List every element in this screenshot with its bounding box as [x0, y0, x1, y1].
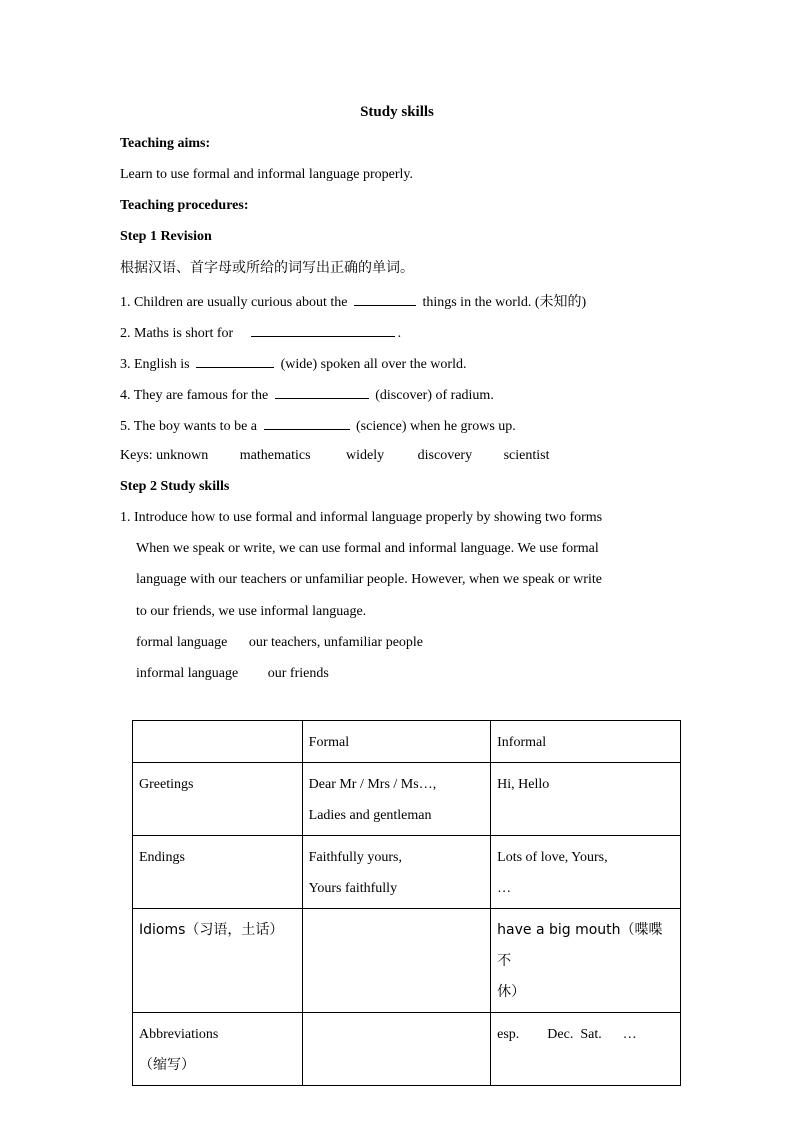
- formal-cell: [302, 763, 490, 836]
- keys-label: Keys: unknown: [120, 448, 209, 463]
- exercise-1-after: things in the world. (未知的): [422, 295, 587, 310]
- formal-language-row: [136, 634, 423, 652]
- exercise-1-blank: [354, 291, 416, 306]
- exercise-3-blank: [196, 353, 274, 368]
- cell-line: Hi, Hello: [497, 777, 550, 792]
- aims-text: Learn to use formal and informal language properly.: [120, 167, 413, 182]
- formal-cell: [302, 909, 490, 1013]
- header-cell-informal: Informal: [491, 721, 681, 763]
- informal-language-row: [136, 665, 329, 683]
- cell-line: have a big mouth（喋喋不: [497, 922, 663, 969]
- key-2: mathematics: [239, 448, 311, 463]
- exercise-2-blank: [251, 322, 395, 337]
- exercise-3: [120, 353, 466, 374]
- key-5: scientist: [503, 448, 550, 463]
- row-label: [133, 1013, 303, 1086]
- exercise-2-after: .: [397, 326, 402, 341]
- row-label: [133, 836, 303, 909]
- cell-line: …: [497, 881, 512, 896]
- cell-line: Idioms（习语，土话）: [139, 922, 284, 938]
- table-row-abbreviations: [133, 1013, 681, 1086]
- exercise-5-before: 5. The boy wants to be a: [120, 419, 257, 434]
- informal-cell: [491, 836, 681, 909]
- informal-cell: [491, 909, 681, 1013]
- key-3: widely: [346, 448, 385, 463]
- cell-line: Dear Mr / Mrs / Ms…,: [308, 777, 437, 792]
- cell-line: Yours faithfully: [308, 881, 398, 896]
- exercise-1: [120, 291, 586, 312]
- informal-language-label: informal language: [136, 666, 239, 681]
- exercise-4: [120, 384, 494, 405]
- cell-line: Abbreviations: [139, 1027, 219, 1042]
- exercise-5-blank: [264, 415, 350, 430]
- cell-line: 休）: [497, 984, 526, 1000]
- cell-line: （缩写）: [139, 1057, 195, 1073]
- step1-instruction: 根据汉语、首字母或所给的词写出正确的单词。: [120, 260, 414, 276]
- aims-heading: Teaching aims:: [120, 136, 211, 151]
- table-header-row: [133, 721, 681, 763]
- exercise-4-before: 4. They are famous for the: [120, 388, 269, 403]
- exercise-2-before: 2. Maths is short for: [120, 326, 234, 341]
- exercise-2: [120, 322, 401, 343]
- informal-language-value: our friends: [267, 666, 329, 681]
- table-row-greetings: [133, 763, 681, 836]
- step2-line-3: language with our teachers or unfamiliar people. However, when we speak or write: [136, 572, 602, 587]
- cell-line: Faithfully yours,: [308, 850, 402, 865]
- cell-line: Endings: [139, 850, 185, 865]
- formal-language-value: our teachers, unfamiliar people: [248, 635, 424, 650]
- step2-line-2: When we speak or write, we can use formal and informal language. We use formal: [136, 541, 599, 556]
- informal-cell: [491, 763, 681, 836]
- exercise-5: [120, 415, 516, 436]
- exercise-3-after: (wide) spoken all over the world.: [280, 357, 467, 372]
- exercise-3-before: 3. English is: [120, 357, 190, 372]
- cell-line: Ladies and gentleman: [308, 808, 432, 823]
- cell-line: Greetings: [139, 777, 194, 792]
- answer-keys: [120, 447, 549, 465]
- exercise-4-blank: [275, 384, 369, 399]
- exercise-1-before: 1. Children are usually curious about the: [120, 295, 348, 310]
- step1-heading: Step 1 Revision: [120, 229, 212, 244]
- procedures-heading: Teaching procedures:: [120, 198, 249, 213]
- page-title: Study skills: [360, 104, 434, 120]
- exercise-5-after: (science) when he grows up.: [356, 419, 516, 434]
- informal-cell: [491, 1013, 681, 1086]
- header-cell-formal: Formal: [302, 721, 490, 763]
- step2-line-4: to our friends, we use informal language.: [136, 604, 367, 619]
- table-row-endings: [133, 836, 681, 909]
- cell-line: esp. Dec. Sat. …: [497, 1027, 637, 1042]
- table-row-idioms: [133, 909, 681, 1013]
- step2-heading: Step 2 Study skills: [120, 479, 230, 494]
- step2-line-1: 1. Introduce how to use formal and informal language properly by showing two forms: [120, 510, 603, 525]
- language-comparison-table: [132, 720, 681, 1086]
- row-label: [133, 763, 303, 836]
- row-label: [133, 909, 303, 1013]
- header-cell-empty: [133, 721, 303, 763]
- formal-cell: [302, 1013, 490, 1086]
- key-4: discovery: [417, 448, 473, 463]
- formal-cell: [302, 836, 490, 909]
- cell-line: Lots of love, Yours,: [497, 850, 608, 865]
- exercise-4-after: (discover) of radium.: [375, 388, 494, 403]
- formal-language-label: formal language: [136, 635, 228, 650]
